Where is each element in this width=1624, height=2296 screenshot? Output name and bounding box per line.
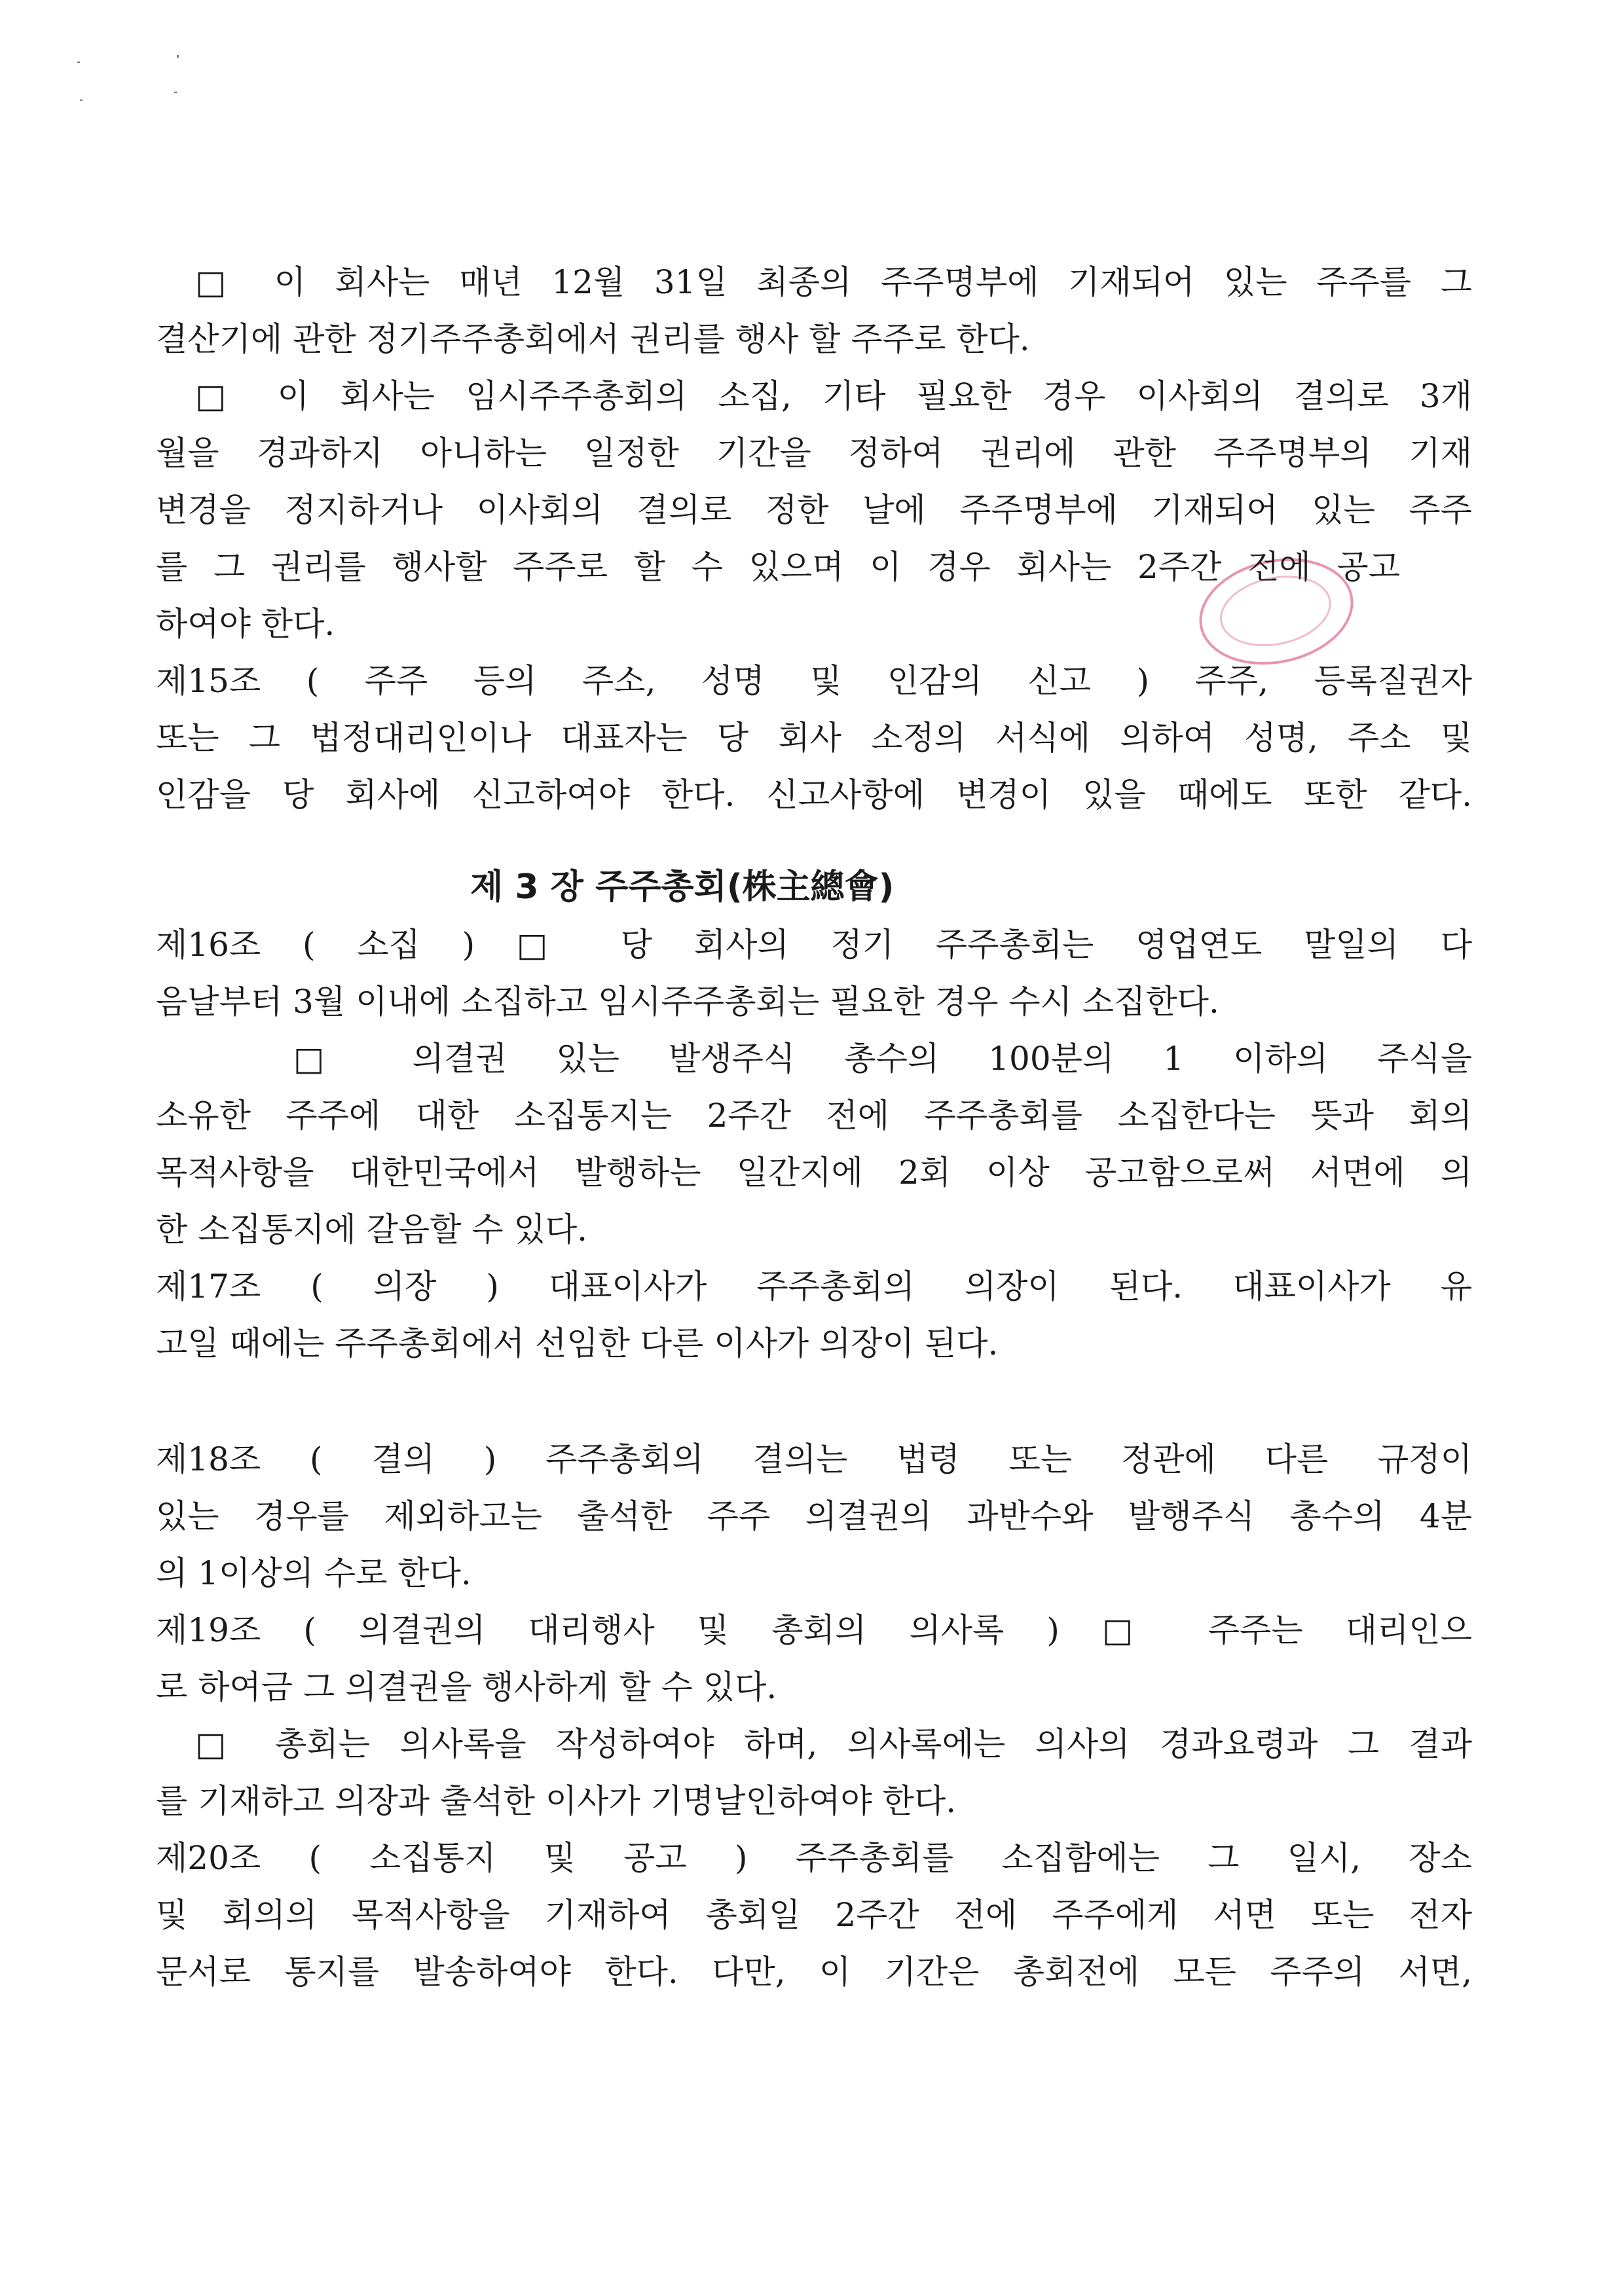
body-line: 또는 그 법정대리인이나 대표자는 당 회사 소정의 서식에 의하여 성명, 주소 및 [156, 719, 1472, 757]
chapter-heading: 제 3 장 주주총회(株主總會) [470, 867, 895, 907]
body-line: 문서로 통지를 발송하여야 한다. 다만, 이 기간은 총회전에 모든 주주의 서면, [156, 1953, 1472, 1991]
scan-speck [177, 55, 179, 58]
body-line: 있는 경우를 제외하고는 출석한 주주 의결권의 과반수와 발행주식 총수의 4분 [156, 1497, 1472, 1535]
body-line: □ 이 회사는 매년 12월 31일 최종의 주주명부에 기재되어 있는 주주를 그 [195, 263, 1472, 301]
body-line: 한 소집통지에 갈음할 수 있다. [156, 1211, 588, 1248]
body-line: 소유한 주주에 대한 소집통지는 2주간 전에 주주총회를 소집한다는 뜻과 회의 [156, 1097, 1472, 1135]
article-15-heading-line: 제15조 ( 주주 등의 주소, 성명 및 인감의 신고 ) 주주, 등록질권자 [156, 662, 1472, 700]
body-line: 및 회의의 목적사항을 기재하여 총회일 2주간 전에 주주에게 서면 또는 전자 [156, 1896, 1472, 1934]
body-line: 로 하여금 그 의결권을 행사하게 할 수 있다. [156, 1668, 777, 1706]
body-line: 고일 때에는 주주총회에서 선임한 다른 이사가 의장이 된다. [156, 1324, 999, 1362]
article-17-heading-line: 제17조 ( 의장 ) 대표이사가 주주총회의 의장이 된다. 대표이사가 유 [156, 1267, 1472, 1305]
body-line: □ 의결권 있는 발생주식 총수의 100분의 1 이하의 주식을 [293, 1040, 1472, 1078]
body-line: 음날부터 3월 이내에 소집하고 임시주주총회는 필요한 경우 수시 소집한다. [156, 983, 1219, 1021]
article-19-heading-line: 제19조 ( 의결권의 대리행사 및 총회의 의사록 ) □ 주주는 대리인으 [156, 1611, 1472, 1649]
body-line: 변경을 정지하거나 이사회의 결의로 정한 날에 주주명부에 기재되어 있는 주주 [156, 491, 1472, 529]
body-line: □ 이 회사는 임시주주총회의 소집, 기타 필요한 경우 이사회의 결의로 3개 [195, 377, 1472, 415]
scan-speck [80, 100, 83, 101]
body-line: 하여야 한다. [156, 605, 335, 643]
body-line: 를 기재하고 의장과 출석한 이사가 기명날인하여야 한다. [156, 1782, 957, 1820]
body-line: 목적사항을 대한민국에서 발행하는 일간지에 2회 이상 공고함으로써 서면에 의 [156, 1154, 1472, 1192]
body-line: 를 그 권리를 행사할 주주로 할 수 있으며 이 경우 회사는 2주간 전에 공고 [156, 548, 1400, 586]
document-body [156, 254, 1472, 2001]
body-line: 월을 경과하지 아니하는 일정한 기간을 정하여 권리에 관한 주주명부의 기재 [156, 434, 1472, 472]
article-16-heading-line: 제16조 ( 소집 ) □ 당 회사의 정기 주주총회는 영업연도 말일의 다 [156, 926, 1472, 964]
body-line: 결산기에 관한 정기주주총회에서 권리를 행사 할 주주로 한다. [156, 320, 1030, 358]
scan-speck [77, 62, 80, 63]
article-20-heading-line: 제20조 ( 소집통지 및 공고 ) 주주총회를 소집함에는 그 일시, 장소 [156, 1839, 1472, 1877]
body-line: 인감을 당 회사에 신고하여야 한다. 신고사항에 변경이 있을 때에도 또한 같다. [156, 776, 1472, 814]
body-line: 의 1이상의 수로 한다. [156, 1554, 471, 1592]
body-line: □ 총회는 의사록을 작성하여야 하며, 의사록에는 의사의 경과요령과 그 결과 [195, 1725, 1472, 1763]
article-18-heading-line: 제18조 ( 결의 ) 주주총회의 결의는 법령 또는 정관에 다른 규정이 [156, 1440, 1472, 1478]
scan-speck [174, 92, 177, 93]
